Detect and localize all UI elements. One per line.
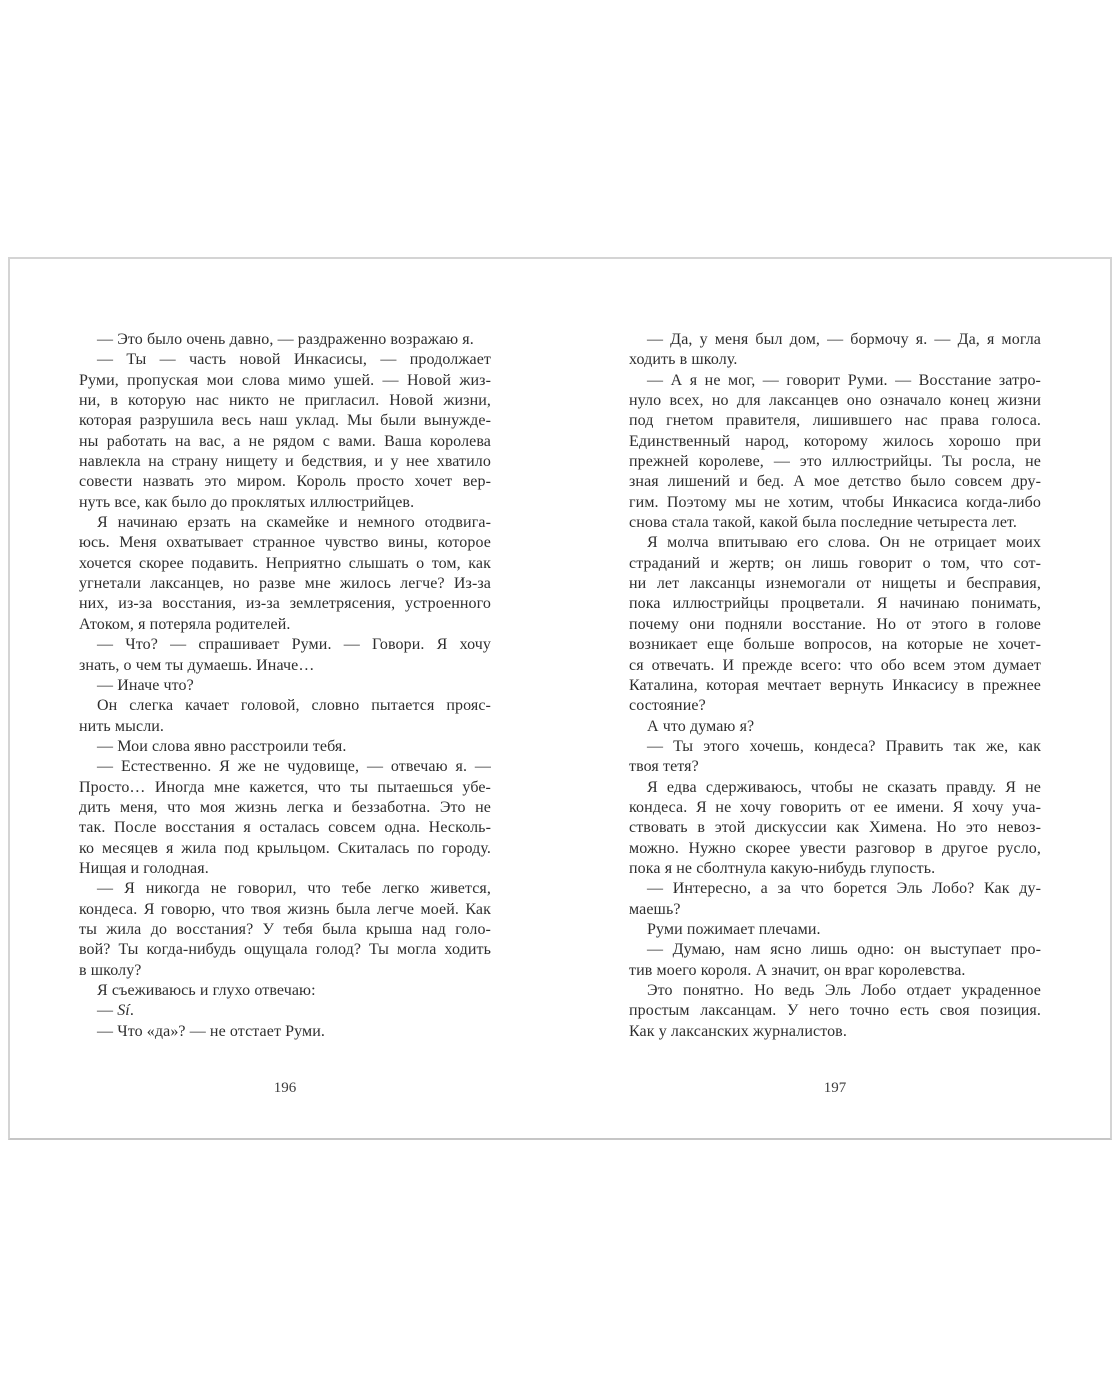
page-number-right: 197 <box>823 1080 847 1097</box>
text-line: — Sí. <box>97 1002 134 1020</box>
text-line: — Думаю, нам ясно лишь одно: он выступает про- <box>647 941 1041 959</box>
paragraph <box>79 879 491 981</box>
text-line: — Мои слова явно расстроили тебя. <box>97 737 347 755</box>
text-line: знать, о чем ты думаешь. Иначе… <box>79 656 315 674</box>
text-line: зная лишений и бед. А мое детство было совсем дру- <box>629 473 1041 491</box>
text-line: — Что «да»? — не отстает Руми. <box>97 1022 326 1040</box>
text-line: Каталина, которая мечтает вернуть Инкасису в прежнее <box>629 676 1041 694</box>
text-line: Атоком, я потеряла родителей. <box>79 615 291 633</box>
paragraph <box>629 778 1041 880</box>
paragraph <box>629 940 1041 981</box>
paragraph <box>79 676 491 696</box>
text-line: — Что? — спрашивает Руми. — Говори. Я хочу <box>97 636 491 654</box>
text-line: А что думаю я? <box>647 717 755 735</box>
paragraph <box>79 1022 491 1042</box>
text-line: дить меня, что моя жизнь легка и беззаботна. Это не <box>79 798 491 816</box>
paragraph <box>629 371 1041 534</box>
page-number-left: 196 <box>273 1080 297 1097</box>
paragraph <box>629 737 1041 778</box>
text-line: вой? Ты когда-нибудь ощущала голод? Ты могла ходить <box>79 941 491 959</box>
text-line: состояние? <box>629 697 706 715</box>
text-line: Он слегка качает головой, словно пытается прояс- <box>97 697 491 715</box>
text-line: возникает еще больше вопросов, на которые не хочет- <box>629 636 1041 654</box>
text-line: кондеса. Я не хочу говорить от ее имени. Я хочу уча- <box>629 798 1041 816</box>
paragraph <box>629 533 1041 716</box>
text-line: — Ты этого хочешь, кондеса? Править так же, как <box>647 737 1041 755</box>
text-line: под гнетом правителя, лишившего нас права голоса. <box>629 412 1041 430</box>
paragraph <box>79 1001 491 1021</box>
text-line: Я съеживаюсь и глухо отвечаю: <box>97 982 316 999</box>
text-line: пока иллюстрийцы процветали. Я начинаю понимать, <box>629 595 1041 613</box>
text-line: Это понятно. Но ведь Эль Лобо отдает украденное <box>647 982 1041 999</box>
text-line: нуть все, как было до проклятых иллюстрийцев. <box>79 493 415 511</box>
text-line: нуло всех, но для лаксанцев оно означало конец жизни <box>629 392 1041 410</box>
paragraph <box>629 981 1041 1042</box>
book-page-right <box>560 259 1110 1138</box>
paragraph <box>629 330 1041 371</box>
paragraph <box>79 737 491 757</box>
text-line: можно. Нужно скорее увести разговор в другое русло, <box>629 839 1041 857</box>
text-line: Я молча впитываю его слова. Он не отрицает моих <box>647 534 1041 552</box>
text-line: Нищая и голодная. <box>79 859 209 877</box>
paragraph <box>79 330 491 350</box>
text-line: Просто… Иногда мне кажется, что ты пытаешься убе- <box>79 778 491 796</box>
text-line: — Интересно, а за что борется Эль Лобо? Как ду- <box>647 880 1041 898</box>
paragraph <box>79 513 491 635</box>
text-line: навлекла на страну нищету и бедствия, и у нее хватило <box>79 453 491 471</box>
page-text-column-left <box>79 330 491 1042</box>
paragraph <box>79 757 491 879</box>
text-line: Я начинаю ерзать на скамейке и немного отодвига- <box>97 514 491 532</box>
text-line: нить мысли. <box>79 717 165 735</box>
paragraph <box>79 350 491 513</box>
text-line: кондеса. Я говорю, что твоя жизнь была легче моей. Как <box>79 900 491 918</box>
text-line: ны работать на вас, а не рядом с вами. Ваша королева <box>79 432 491 450</box>
text-line: страданий и жертв; он лишь говорит о том, что сот- <box>629 554 1041 572</box>
text-line: которая разрушила весь наш уклад. Мы были вынужде- <box>79 412 491 430</box>
text-line: маешь? <box>629 900 681 918</box>
text-line: — Я никогда не говорил, что тебе легко живется, <box>97 880 491 898</box>
book-spread <box>8 257 1112 1140</box>
paragraph <box>79 696 491 737</box>
text-line: них, из-за восстания, из-за землетрясения, устроенного <box>79 595 491 613</box>
text-line: — Да, у меня был дом, — бормочу я. — Да, я могла <box>647 331 1041 348</box>
text-line: ствовать в этой дискуссии как Химена. Но это невоз- <box>629 819 1041 837</box>
text-line: — Естественно. Я же не чудовище, — отвечаю я. — <box>97 758 491 776</box>
paragraph <box>629 920 1041 940</box>
text-line: простым лаксанцам. У него точно есть своя позиция. <box>629 1002 1041 1020</box>
text-line: гим. Поэтому мы не хотим, чтобы Инкасиса когда-либо <box>629 493 1041 511</box>
text-line: Руми пожимает плечами. <box>647 920 821 938</box>
text-line: совести назвать это миром. Король просто хочет вер- <box>79 473 491 491</box>
text-line: ходить в школу. <box>629 351 738 369</box>
text-line: ся отвечать. И прежде всего: что обо всем этом думает <box>629 656 1041 674</box>
text-line: ты жила до восстания? У тебя была крыша над голо- <box>79 920 491 938</box>
text-line: в школу? <box>79 961 142 979</box>
text-line: — Это было очень давно, — раздраженно возражаю я. <box>97 331 474 348</box>
text-line: Я едва сдерживаюсь, чтобы не сказать правду. Я не <box>647 778 1041 796</box>
text-line: Единственный народ, которому жилось хорошо при <box>629 432 1041 450</box>
text-line: твоя тетя? <box>629 758 699 776</box>
text-line: пока я не сболтнула какую-нибудь глупость. <box>629 859 936 877</box>
text-line: ни лет лаксанцы изнемогали от нищеты и бесправия, <box>629 575 1041 593</box>
text-line: так. После восстания я осталась совсем одна. Несколь- <box>79 819 491 837</box>
text-line: Руми, пропуская мои слова мимо ушей. — Новой жиз- <box>79 371 491 389</box>
text-line: — А я не мог, — говорит Руми. — Восстание затро- <box>647 371 1041 389</box>
text-line: Как у лаксанских журналистов. <box>629 1022 847 1040</box>
text-line: снова стала такой, какой была последние четыреста лет. <box>629 514 1018 532</box>
text-line: юсь. Меня охватывает странное чувство вины, которое <box>79 534 491 552</box>
text-line: тив моего короля. А значит, он враг королевства. <box>629 961 966 979</box>
page-text-column-right <box>629 330 1041 1042</box>
text-line: — Ты — часть новой Инкасисы, — продолжает <box>97 351 491 369</box>
text-line: почему они подняли восстание. Но от этого в голове <box>629 615 1041 633</box>
paragraph <box>629 879 1041 920</box>
book-page-left <box>10 259 560 1138</box>
text-line: — Иначе что? <box>97 676 194 694</box>
paragraph <box>629 717 1041 737</box>
paragraph <box>79 981 491 1001</box>
text-line: прежней королеве, — это иллюстрийцы. Ты росла, не <box>629 453 1041 471</box>
text-line: угнетали лаксанцев, но разве мне жилось легче? Из-за <box>79 575 491 593</box>
paragraph <box>79 635 491 676</box>
text-line: хочется скорее подавить. Неприятно слышать о том, как <box>79 554 491 572</box>
text-line: ни, в которую нас никто не пригласил. Новой жизни, <box>79 392 491 410</box>
text-line: ко месяцев я жила под крыльцом. Скиталась по городу. <box>79 839 491 857</box>
